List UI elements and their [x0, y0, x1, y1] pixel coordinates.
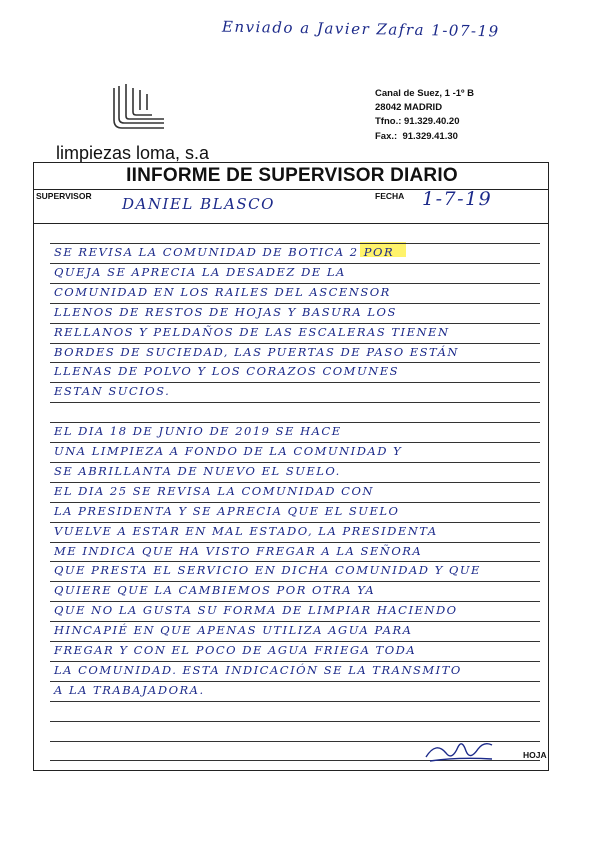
report-text-line: LLENOS DE RESTOS DE HOJAS Y BASURA LOS	[54, 304, 397, 319]
header-divider	[34, 223, 548, 224]
report-text-line: EL DIA 25 SE REVISA LA COMUNIDAD CON	[54, 483, 374, 498]
report-text-line: COMUNIDAD EN LOS RAILES DEL ASCENSOR	[54, 284, 391, 299]
report-text-line: QUEJA SE APRECIA LA DESADEZ DE LA	[54, 264, 346, 279]
report-text-line: LA COMUNIDAD. ESTA INDICACIÓN SE LA TRANSMITO	[54, 662, 462, 677]
address-city: 28042 MADRID	[375, 102, 443, 114]
date-value: 1-7-19	[422, 188, 493, 210]
report-text-line: LLENAS DE POLVO Y LOS CORAZOS COMUNES	[54, 364, 399, 379]
ruled-line	[50, 343, 540, 344]
ruled-line	[50, 502, 540, 503]
report-text-line: ESTAN SUCIOS.	[54, 384, 171, 399]
page-label: HOJA	[523, 750, 547, 760]
report-text-line: A LA TRABAJADORA.	[54, 682, 205, 697]
ruled-line	[50, 641, 540, 642]
ruled-line	[50, 721, 540, 722]
report-text-line: SE ABRILLANTA DE NUEVO EL SUELO.	[54, 463, 341, 478]
ruled-line	[50, 422, 540, 423]
report-text-line: QUIERE QUE LA CAMBIEMOS POR OTRA YA	[54, 583, 376, 598]
ruled-line	[50, 382, 540, 383]
company-address	[375, 87, 474, 144]
address-fax: Fax.: 91.329.41.30	[375, 130, 458, 142]
company-name: limpiezas loma, s.a	[56, 143, 210, 163]
report-text-line: QUE PRESTA EL SERVICIO EN DICHA COMUNIDAD Y QUE	[54, 563, 481, 578]
report-text-line: EL DIA 18 DE JUNIO DE 2019 SE HACE	[54, 424, 342, 439]
report-text-line: FREGAR Y CON EL POCO DE AGUA FRIEGA TODA	[54, 643, 417, 657]
report-text-line: UNA LIMPIEZA A FONDO DE LA COMUNIDAD Y	[54, 444, 403, 458]
ruled-line	[50, 362, 540, 363]
address-street: Canal de Suez, 1 -1º B	[375, 88, 475, 99]
ruled-line	[50, 701, 540, 702]
ruled-line	[50, 681, 540, 682]
ruled-line	[50, 462, 540, 463]
report-text-line: BORDES DE SUCIEDAD, LAS PUERTAS DE PASO ESTÁN	[54, 344, 459, 359]
report-text-line: VUELVE A ESTAR EN MAL ESTADO, LA PRESIDENTA	[54, 523, 438, 538]
ruled-line	[50, 402, 540, 403]
ruled-line	[50, 601, 540, 602]
ruled-line	[50, 303, 540, 304]
supervisor-label: SUPERVISOR	[36, 191, 92, 201]
supervisor-name: DANIEL BLASCO	[122, 195, 275, 213]
ruled-line	[50, 561, 540, 562]
ruled-line	[50, 323, 540, 324]
report-form	[33, 162, 549, 771]
ruled-line	[50, 442, 540, 443]
ruled-line	[50, 542, 540, 543]
ruled-line	[50, 263, 540, 264]
ruled-line	[50, 283, 540, 284]
date-label: FECHA	[375, 191, 405, 201]
report-text-line: SE REVISA LA COMUNIDAD DE BOTICA 2 POR	[54, 245, 395, 259]
form-title: IINFORME DE SUPERVISOR DIARIO	[126, 165, 458, 186]
ruled-line	[50, 581, 540, 582]
ruled-line	[50, 522, 540, 523]
report-text-line: QUE NO LA GUSTA SU FORMA DE LIMPIAR HACIENDO	[54, 603, 458, 618]
signature	[422, 735, 496, 767]
report-text-line: ME INDICA QUE HA VISTO FREGAR A LA SEÑORA	[54, 543, 423, 558]
ruled-line	[50, 243, 540, 244]
ruled-line	[50, 661, 540, 662]
company-logo	[108, 82, 170, 134]
report-text-line: RELLANOS Y PELDAÑOS DE LAS ESCALERAS TIENEN	[54, 324, 450, 339]
ruled-line	[50, 482, 540, 483]
report-text-line: HINCAPIÉ EN QUE APENAS UTILIZA AGUA PARA	[54, 623, 413, 638]
report-text-line: LA PRESIDENTA Y SE APRECIA QUE EL SUELO	[54, 503, 400, 518]
handwritten-sent-note: Enviado a Javier Zafra 1-07-19	[221, 17, 500, 41]
ruled-line	[50, 621, 540, 622]
address-phone: Tfno.: 91.329.40.20	[375, 116, 460, 128]
